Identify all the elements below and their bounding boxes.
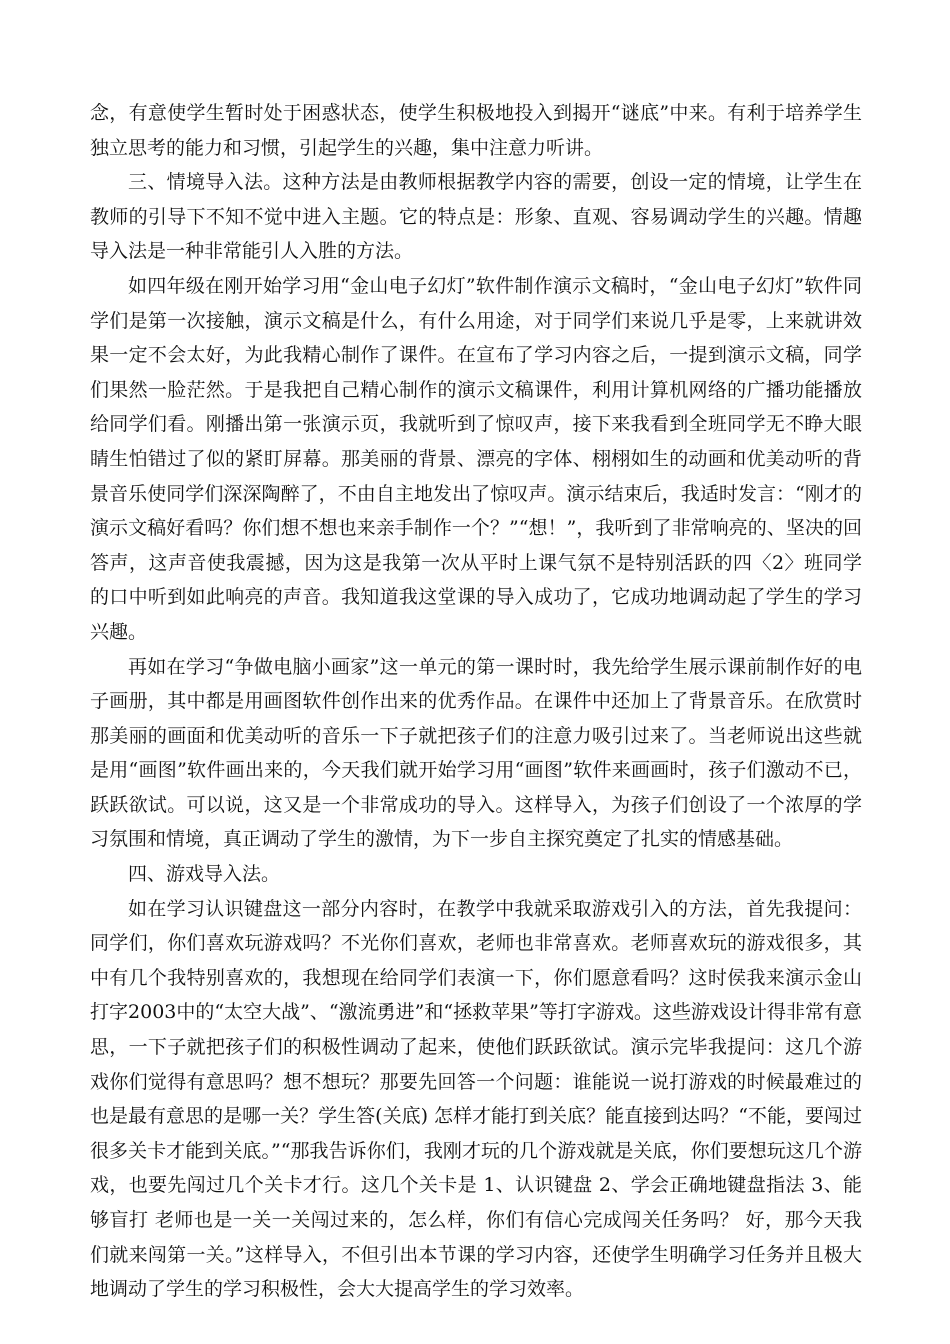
document-body: [90, 96, 862, 1307]
paragraph-situation-method: 三、情境导入法。这种方法是由教师根据教学内容的需要，创设一定的情境，让学生在教师的引导下不知不觉中进入主题。它的特点是：形象、直观、容易调动学生的兴趣。情趣导入法是一种非常能引人入胜的方法。: [90, 171, 862, 263]
paragraph-slideshow-example: 如四年级在刚开始学习用“金山电子幻灯”软件制作演示文稿时，“金山电子幻灯”软件同学们是第一次接触，演示文稿是什么，有什么用途，对于同学们来说几乎是零，上来就讲效果一定不会太好，为此我精心制作了课件。在宣布了学习内容之后，一提到演示文稿，同学们果然一脸茫然。于是我把自己精心制作的演示文稿课件，利用计算机网络的广播功能播放给同学们看。刚播出第一张演示页，我就听到了惊叹声，接下来我看到全班同学无不睁大眼睛生怕错过了似的紧盯屏幕。那美丽的背景、漂亮的字体、栩栩如生的动画和优美动听的背景音乐使同学们深深陶醉了，不由自主地发出了惊叹声。演示结束后，我适时发言：“刚才的演示文稿好看吗？你们想不想也来亲手制作一个？”“想！”，我听到了非常响亮的、坚决的回答声，这声音使我震撼，因为这是我第一次从平时上课气氛不是特别活跃的四〈2〉班同学的口中听到如此响亮的声音。我知道我这堂课的导入成功了，它成功地调动起了学生的学习兴趣。: [90, 274, 862, 643]
paragraph-keyboard-game-example: 如在学习认识键盘这一部分内容时，在教学中我就采取游戏引入的方法，首先我提问：同学们，你们喜欢玩游戏吗？不光你们喜欢，老师也非常喜欢。老师喜欢玩的游戏很多，其中有几个我特别喜欢的，我想现在给同学们表演一下，你们愿意看吗？这时侯我来演示金山打字2003中的“太空大战”、“激流勇进”和“拯救苹果”等打字游戏。这些游戏设计得非常有意思，一下子就把孩子们的积极性调动了起来，使他们跃跃欲试。演示完毕我提问：这几个游戏你们觉得有意思吗？想不想玩？那要先回答一个问题：谁能说一说打游戏的时候最难过的也是最有意思的是哪一关？学生答(关底) 怎样才能打到关底？能直接到达吗？“不能，要闯过很多关卡才能到关底。”“那我告诉你们，我刚才玩的几个游戏就是关底，你们要想玩这几个游戏，也要先闯过几个关卡才行。这几个关卡是 1、认识键盘 2、学会正确地键盘指法 3、能够盲打 老师也是一关一关闯过来的，怎么样，你们有信心完成闯关任务吗？ 好，那今天我们就来闯第一关。”这样导入，不但引出本节课的学习内容，还使学生明确学习任务并且极大地调动了学生的学习积极性，会大大提高学生的学习效率。: [90, 897, 862, 1301]
section-heading-game-method: 四、游戏导入法。: [128, 863, 281, 886]
paragraph-continuation: 念，有意使学生暂时处于困惑状态，使学生积极地投入到揭开“谜底”中来。有利于培养学生独立思考的能力和习惯，引起学生的兴趣，集中注意力听讲。: [90, 102, 862, 159]
paragraph-paint-example: 再如在学习“争做电脑小画家”这一单元的第一课时时，我先给学生展示课前制作好的电子画册，其中都是用画图软件创作出来的优秀作品。在课件中还加上了背景音乐。在欣赏时那美丽的画面和优美动听的音乐一下子就把孩子们的注意力吸引过来了。当老师说出这些就是用“画图”软件画出来的，今天我们就开始学习用“画图”软件来画画时，孩子们激动不已，跃跃欲试。可以说，这又是一个非常成功的导入。这样导入，为孩子们创设了一个浓厚的学习氛围和情境，真正调动了学生的激情，为下一步自主探究奠定了扎实的情感基础。: [90, 655, 862, 851]
